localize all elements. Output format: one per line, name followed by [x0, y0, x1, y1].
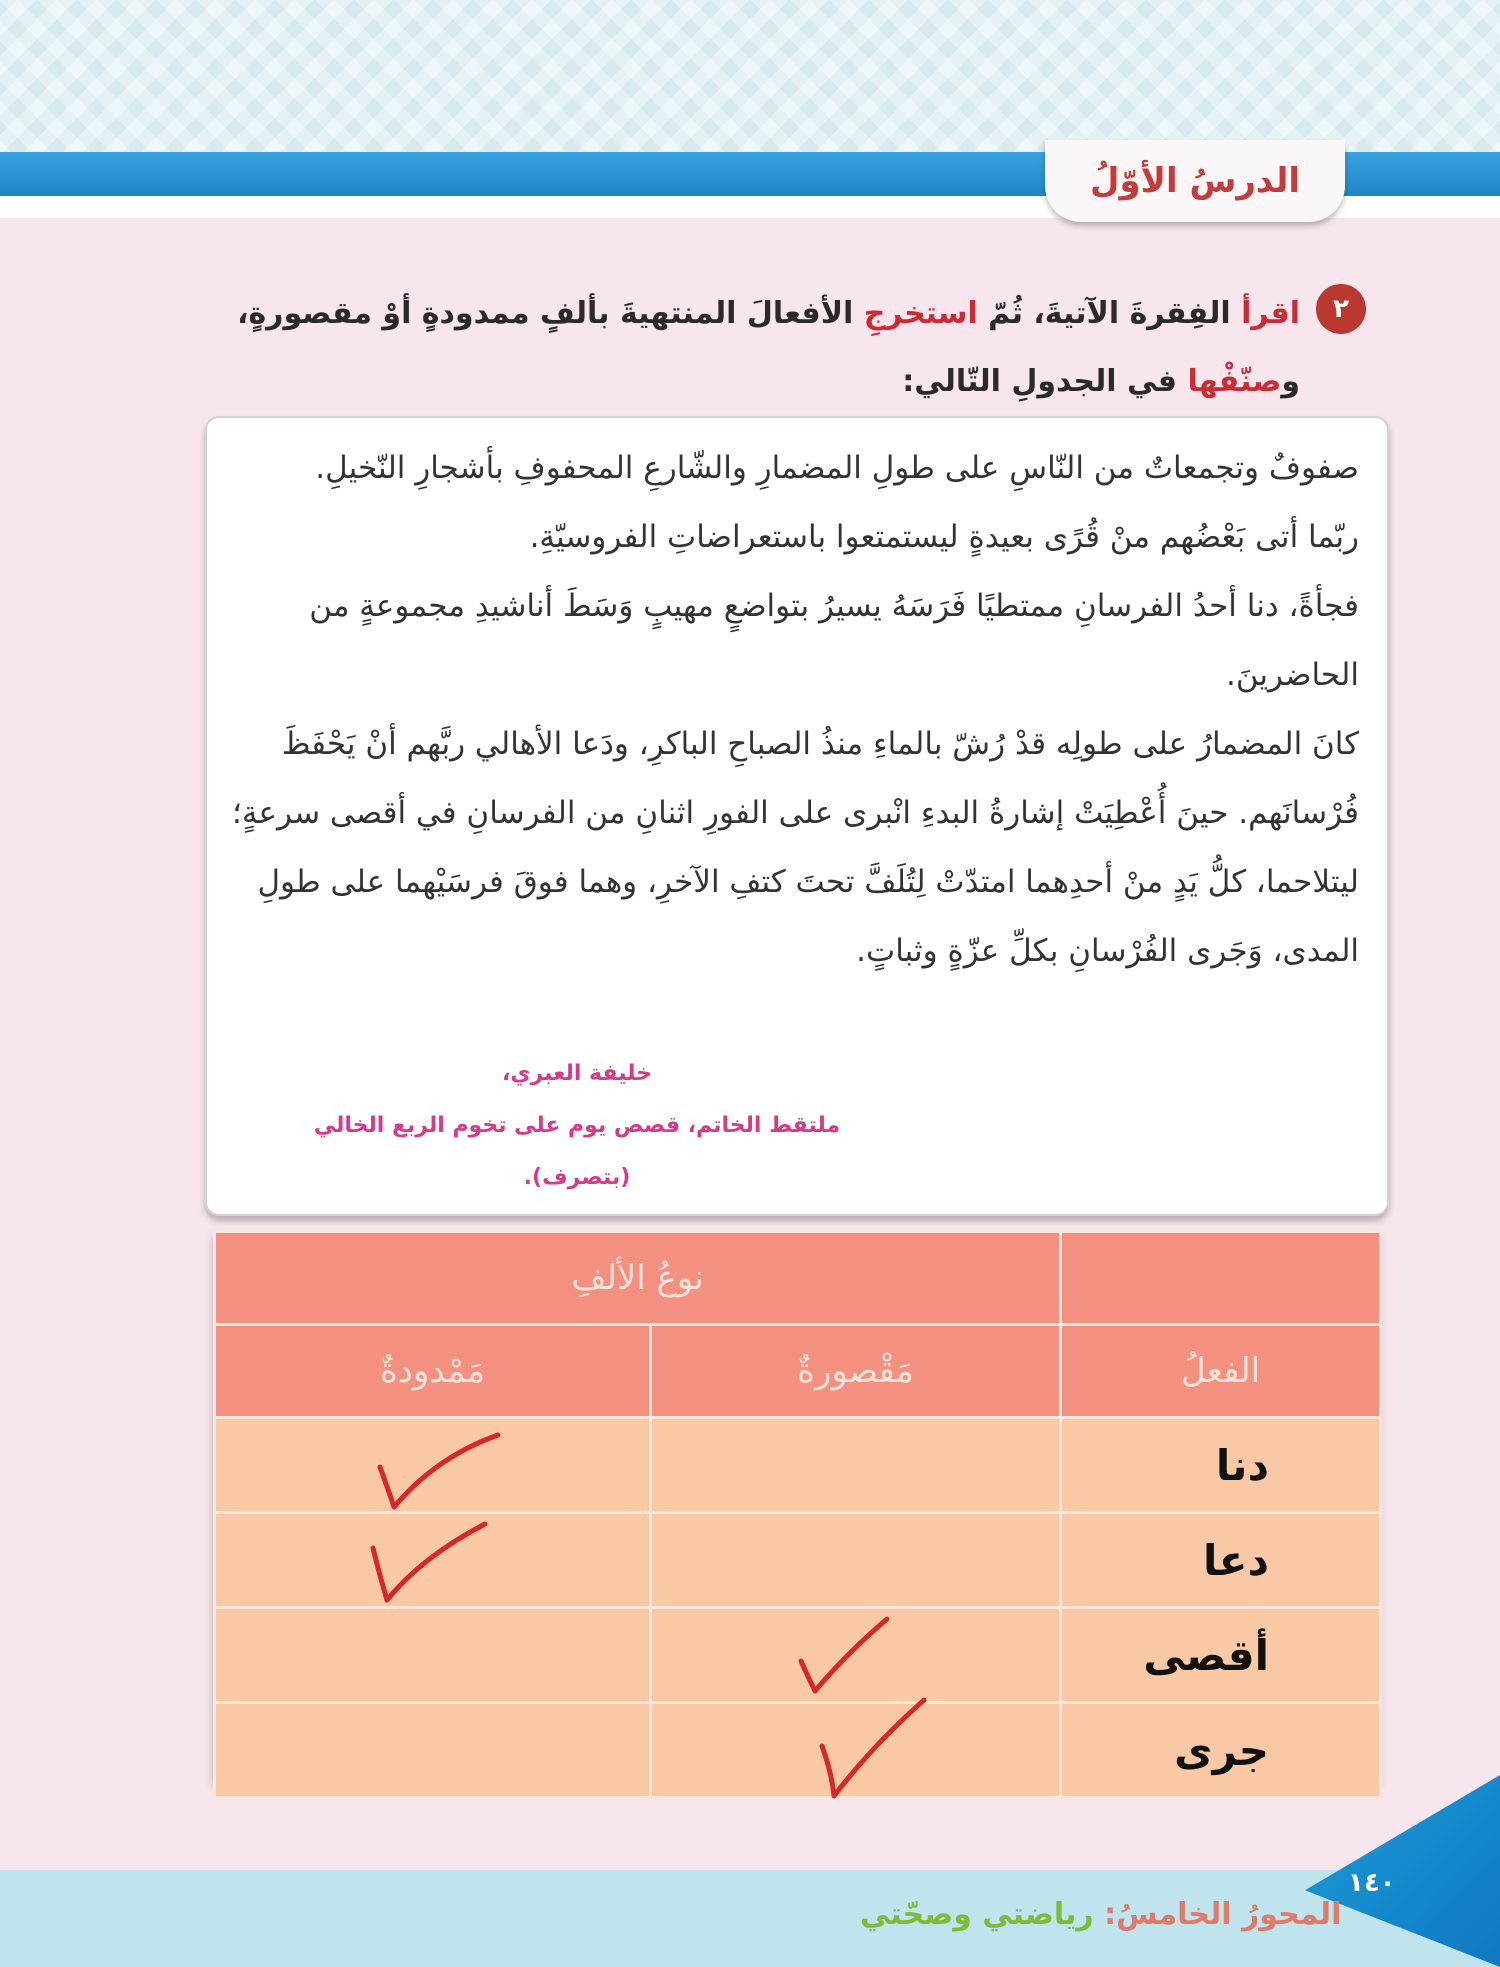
maqsura-cell [651, 1703, 1061, 1798]
maqsura-cell [651, 1513, 1061, 1608]
verb-cell: أقصى [1061, 1608, 1381, 1703]
table-row [215, 1703, 1381, 1798]
table-row [215, 1418, 1381, 1513]
instruction-text-3: في الجدولِ التّالي: [902, 364, 1188, 399]
lesson-tab [1045, 140, 1345, 222]
answer-table [213, 1230, 1382, 1799]
passage-line: صفوفٌ وتجمعاتٌ من النّاسِ على طولِ المضمارِ والشّارعِ المحفوفِ بأشجارِ النّخيلِ. [315, 450, 1359, 486]
passage-line: فجأةً، دنا أحدُ الفرسانِ ممتطيًا فَرَسَهُ يسيرُ بتواضعٍ مهيبٍ وَسَطَ أناشيدِ مجموعةٍ من الحاضرينَ. [309, 588, 1359, 693]
mamduda-cell [215, 1608, 651, 1703]
instruction-text-1: الفِقرةَ الآتيةَ، ثُمّ [977, 296, 1242, 331]
lesson-title: الدرسُ الأوّلُ [1090, 161, 1300, 201]
passage-line: ربّما أتى بَعْضُهم منْ قُرًى بعيدةٍ ليستمتعوا باستعراضاتِ الفروسيّةِ. [529, 519, 1359, 555]
instruction-verb-classify: صنّفْها [1187, 364, 1282, 399]
passage-text [229, 434, 1359, 986]
checkmark-icon [787, 1613, 897, 1699]
citation-note: (بتصرف). [523, 1165, 631, 1190]
checkmark-icon [366, 1427, 506, 1517]
mamduda-column-header: مَمْدودةٌ [215, 1325, 651, 1418]
verb-cell: جرى [1061, 1703, 1381, 1798]
question-number-badge: ٢ [1316, 284, 1366, 334]
verb-column-spacer [1061, 1232, 1381, 1325]
unit-title: رياضتي وصحّتي [860, 1897, 1105, 1932]
decorative-pattern-band [0, 0, 1500, 160]
classification-table [213, 1230, 1379, 1780]
page-number: ١٤٠ [1348, 1868, 1396, 1898]
verb-cell: دنا [1061, 1418, 1381, 1513]
passage-citation [257, 1048, 897, 1204]
maqsura-column-header: مَقْصورةٌ [651, 1325, 1061, 1418]
verb-cell: دعا [1061, 1513, 1381, 1608]
table-row [215, 1608, 1381, 1703]
passage-line: كانَ المضمارُ على طولِه قدْ رُشّ بالماءِ منذُ الصباحِ الباكرِ، ودَعا الأهالي ربَّهم أنْ يَحْفَظَ فُرْسانَهم. حينَ أُعْطِيَتْ إشارةُ البدءِ انْبرى على الفورِ اثنانِ من الفرسانِ في أقصى سرعةٍ؛ ليتلاحما، كلُّ يَدٍ منْ أحدِهما امتدّتْ لِتُلَفَّ تحتَ كتفِ الآخرِ، وهما فوقَ فرسَيْهما على طولِ المدى، وَجَرى الفُرْسانِ بكلِّ عزّةٍ وثباتٍ. [232, 726, 1359, 969]
citation-source: ملتقط الخاتم، قصص يوم على تخوم الربع الخالي [313, 1113, 841, 1138]
instruction-text-2: الأفعالَ المنتهيةَ بألفٍ ممدودةٍ أوْ مقصورةٍ، و [237, 296, 1300, 399]
checkmark-icon [361, 1518, 501, 1608]
question-instruction [200, 280, 1300, 416]
instruction-verb-extract: استخرجِ [863, 296, 978, 331]
maqsura-cell [651, 1418, 1061, 1513]
table-row [215, 1513, 1381, 1608]
checkmark-icon [812, 1694, 932, 1804]
maqsura-cell [651, 1608, 1061, 1703]
alef-type-header: نوعُ الألفِ [215, 1232, 1061, 1325]
verb-column-header: الفعلُ [1061, 1325, 1381, 1418]
instruction-verb-read: اقرأ [1241, 296, 1300, 331]
mamduda-cell [215, 1703, 651, 1798]
mamduda-cell [215, 1513, 651, 1608]
mamduda-cell [215, 1418, 651, 1513]
citation-author: خليفة العبري، [501, 1061, 653, 1086]
unit-label: المحورُ الخامسُ: [1104, 1897, 1342, 1932]
unit-footer [860, 1897, 1341, 1932]
passage-box [205, 416, 1389, 1216]
